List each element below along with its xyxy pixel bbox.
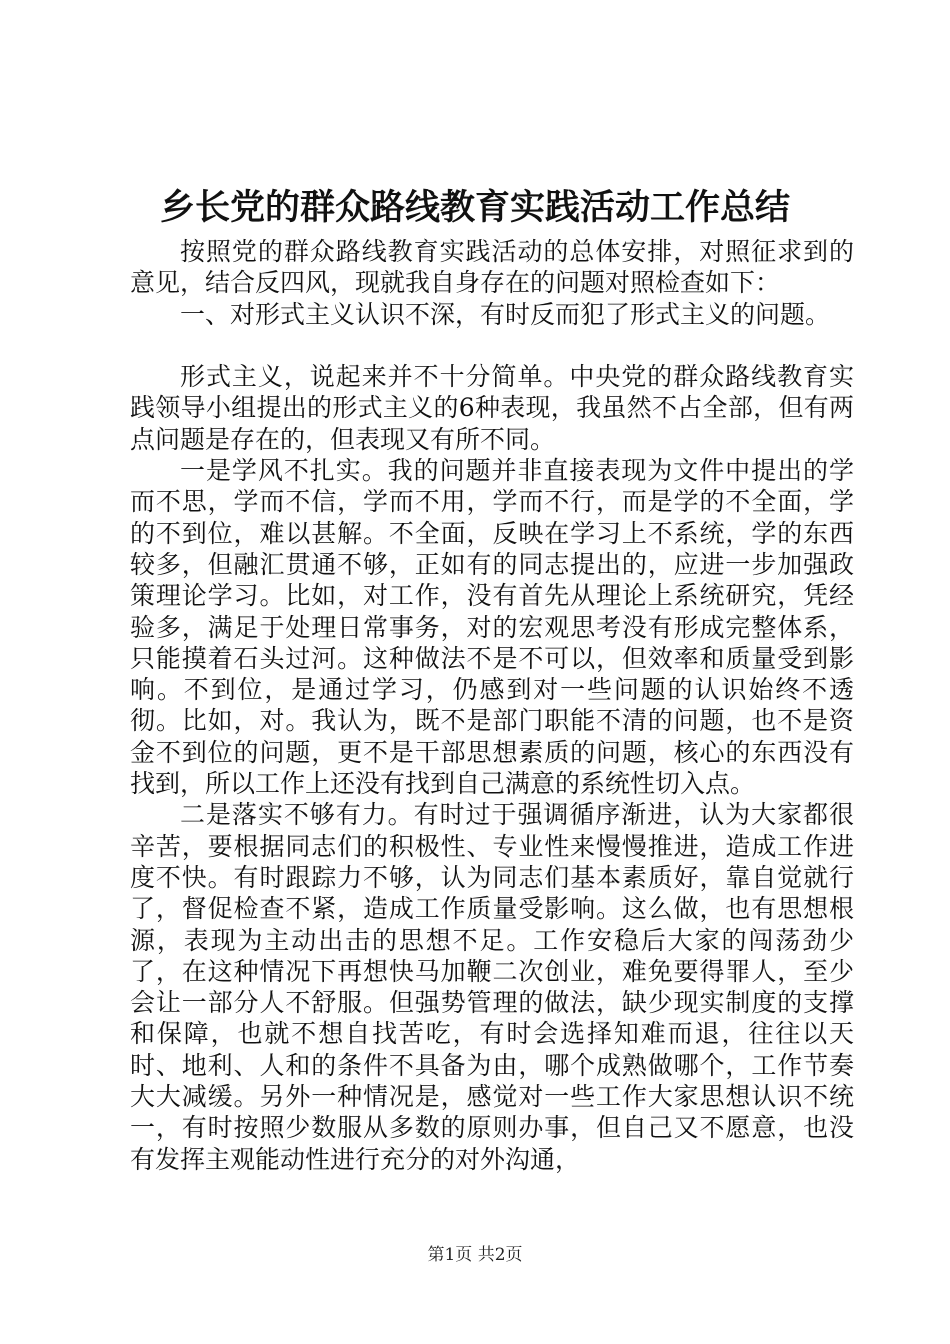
paragraph-formalism: 形式主义，说起来并不十分简单。中央党的群众路线教育实践领导小组提出的形式主义的6种表现，我虽然不占全部，但有两点问题是存在的，但表现又有所不同。 <box>130 362 854 454</box>
document-title: 乡长党的群众路线教育实践活动工作总结 <box>159 187 790 228</box>
paragraph-heading-1: 一、对形式主义认识不深，有时反而犯了形式主义的问题。 <box>180 299 831 329</box>
paragraph-intro: 按照党的群众路线教育实践活动的总体安排，对照征求到的意见，结合反四风，现就我自身存在的问题对照检查如下： <box>130 237 854 298</box>
document-body <box>130 236 854 1175</box>
page-number-footer: 第1页 共2页 <box>427 1245 523 1265</box>
paragraph-study-style: 一是学风不扎实。我的问题并非直接表现为文件中提出的学而不思，学而不信，学而不用，学而不行，而是学的不全面，学的不到位，难以甚解。不全面，反映在学习上不系统，学的东西较多，但融汇贯通不够，正如有的同志提出的，应进一步加强政策理论学习。比如，对工作，没有首先从理论上系统研究，凭经验多，满足于处理日常事务，对的宏观思考没有形成完整体系，只能摸着石头过河。这种做法不是不可以，但效率和质量受到影响。不到位，是通过学习，仍感到对一些问题的认识始终不透彻。比如，对。我认为，既不是部门职能不清的问题，也不是资金不到位的问题，更不是干部思想素质的问题，核心的东西没有找到，所以工作上还没有找到自己满意的系统性切入点。 <box>130 456 854 799</box>
paragraph-implementation: 二是落实不够有力。有时过于强调循序渐进，认为大家都很辛苦，要根据同志们的积极性、专业性来慢慢推进，造成工作进度不快。有时跟踪力不够，认为同志们基本素质好，靠自觉就行了，督促检查不紧，造成工作质量受影响。这么做，也有思想根源，表现为主动出击的思想不足。工作安稳后大家的闯荡劲少了，在这种情况下再想快马加鞭二次创业，难免要得罪人，至少会让一部分人不舒服。但强势管理的做法，缺少现实制度的支撑和保障，也就不想自找苦吃，有时会选择知难而退，往往以天时、地利、人和的条件不具备为由，哪个成熟做哪个，工作节奏大大减缓。另外一种情况是，感觉对一些工作大家思想认识不统一，有时按照少数服从多数的原则办事，但自己又不愿意，也没有发挥主观能动性进行充分的对外沟通， <box>130 800 854 1174</box>
